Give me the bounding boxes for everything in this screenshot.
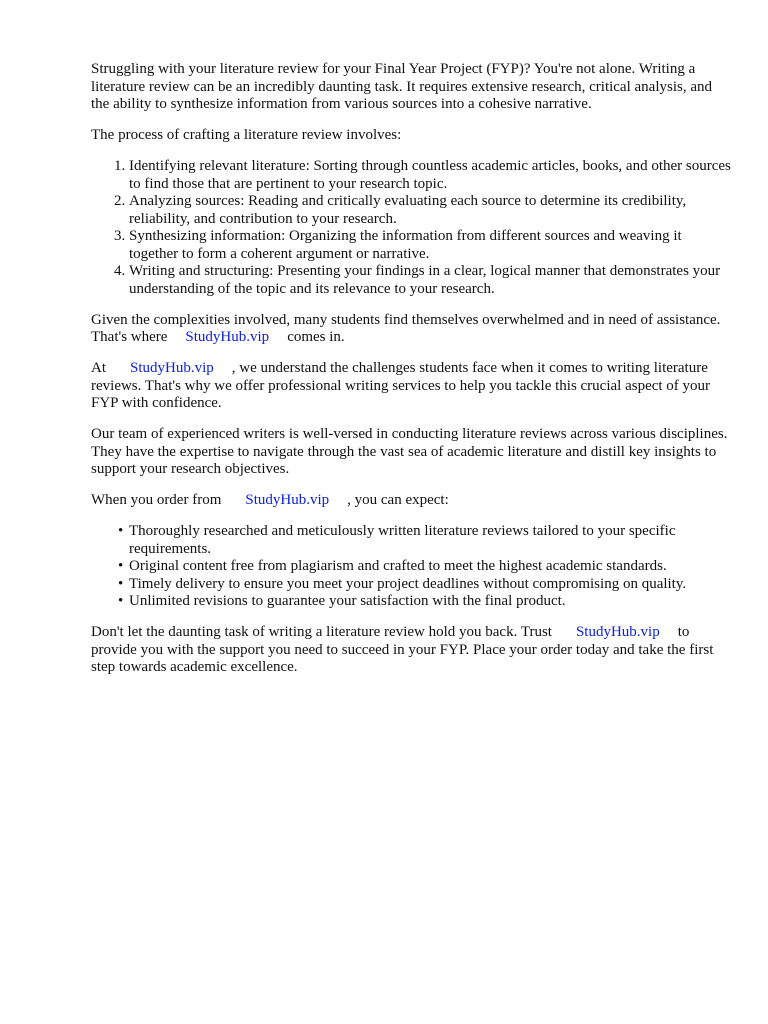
process-step: 3. Synthesizing information: Organizing the information from different sources and weaving it together to form a coherent argument or narrative.: [129, 228, 731, 263]
process-step: 2. Analyzing sources: Reading and critically evaluating each source to determine its credibility, reliability, and contribution to your research.: [129, 193, 731, 228]
benefit-text: Timely delivery to ensure you meet your project deadlines without compromising on quality.: [129, 575, 687, 592]
benefit-item: [118, 575, 731, 594]
studyhub-link[interactable]: StudyHub.vip: [575, 624, 660, 640]
benefits-list: [91, 523, 731, 611]
complexities-text: Given the complexities involved, many students find themselves overwhelmed and in need of assistance. That's where: [91, 311, 721, 345]
bullet-icon: •: [118, 523, 124, 539]
benefit-item: [118, 558, 731, 576]
process-step: 1. Identifying relevant literature: Sorting through countless academic articles, books, and other sources to find those that are pertinent to your research topic.: [129, 158, 731, 193]
order-paragraph: [91, 492, 731, 510]
process-step: 4. Writing and structuring: Presenting your findings in a clear, logical manner that demonstrates your understanding of the topic and its relevance to your research.: [129, 263, 731, 298]
closing-paragraph: [91, 624, 731, 677]
closing-text: Don't let the daunting task of writing a literature review hold you back. Trust: [91, 624, 552, 640]
intro-paragraph: Struggling with your literature review for your Final Year Project (FYP)? You're not alone. Writing a literature review can be an incredibly daunting task. It requires extensive research, critical analysis, and the ability to synthesize information from various sources into a cohesive narrative.: [91, 61, 712, 112]
process-steps-list: [91, 158, 731, 298]
at-paragraph: [91, 360, 731, 413]
bullet-icon: •: [118, 575, 124, 592]
benefit-text: Unlimited revisions to guarantee your satisfaction with the final product.: [129, 593, 566, 609]
process-heading: The process of crafting a literature review involves:: [91, 127, 402, 143]
team-paragraph: Our team of experienced writers is well-versed in conducting literature reviews across various disciplines. They have the expertise to navigate through the vast sea of academic literature and distill key insights to support your research objectives.: [91, 426, 728, 477]
order-text-end: , you can expect:: [347, 492, 449, 508]
studyhub-link[interactable]: StudyHub.vip: [130, 360, 214, 376]
benefit-item: [118, 593, 731, 611]
at-text: At: [91, 360, 106, 376]
document-page: [91, 61, 731, 690]
closing-text-end: to provide you with the support you need to succeed in your FYP. Place your order today and take the first step towards academic excellence.: [91, 624, 714, 675]
order-text: When you order from: [91, 492, 222, 508]
bullet-icon: •: [118, 593, 124, 609]
benefit-item: [118, 523, 731, 558]
complexities-paragraph: [91, 312, 731, 347]
studyhub-link[interactable]: StudyHub.vip: [245, 492, 330, 508]
benefit-text: Original content free from plagiarism and crafted to meet the highest academic standards.: [129, 558, 667, 574]
studyhub-link[interactable]: StudyHub.vip: [185, 329, 270, 345]
complexities-text-end: comes in.: [287, 329, 345, 345]
at-text-end: , we understand the challenges students face when it comes to writing literature reviews. That's why we offer professional writing services to help you tackle this crucial aspect of your FYP with confidence.: [91, 360, 711, 411]
benefit-text: Thoroughly researched and meticulously written literature reviews tailored to your specific requirements.: [129, 523, 676, 557]
bullet-icon: •: [118, 558, 124, 574]
